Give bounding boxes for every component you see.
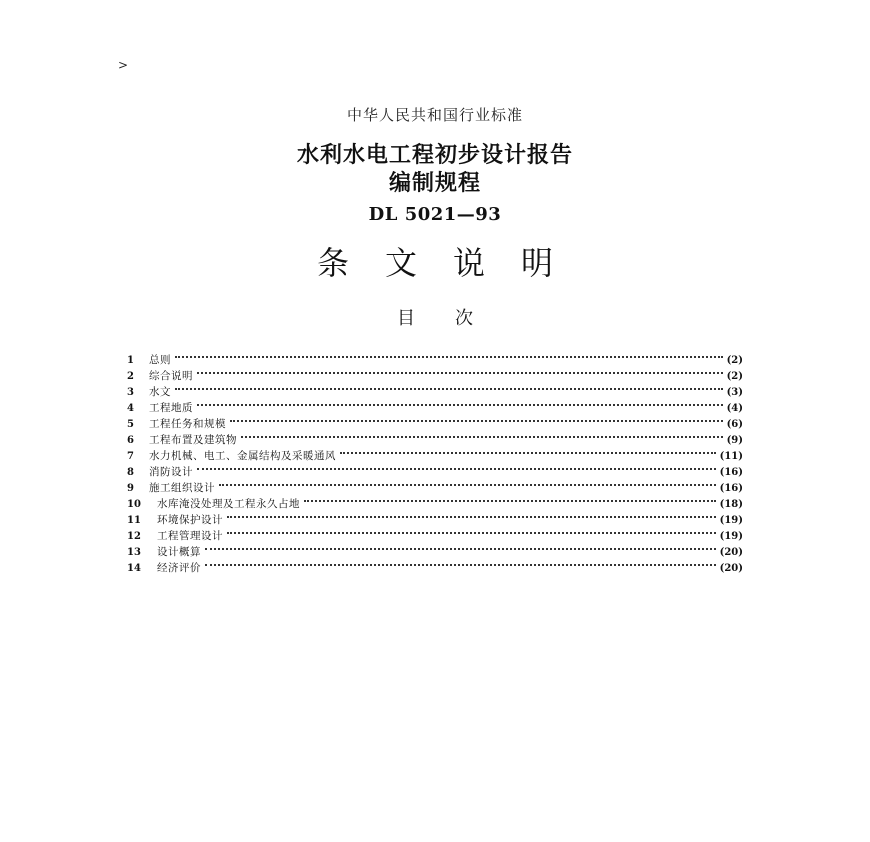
toc-entry[interactable] (127, 459, 743, 478)
toc-entry-title: 水文 (149, 386, 171, 398)
toc-entry-title: 施工组织设计 (149, 482, 215, 494)
toc-entry-title: 水力机械、电工、金属结构及采暖通风 (149, 450, 336, 462)
toc-entry-title: 工程地质 (149, 402, 193, 414)
toc-entry-number: 14 (127, 563, 141, 574)
toc-dot-leader (304, 491, 716, 507)
toc-entry-title: 经济评价 (157, 562, 201, 574)
toc-entry-page: (20) (719, 563, 743, 574)
standard-code: DL 5021—93 (368, 204, 502, 225)
toc-entry[interactable] (127, 491, 743, 510)
toc-entry-page: (18) (719, 499, 743, 510)
toc-entry-page: (6) (726, 419, 743, 430)
toc-dot-leader (227, 523, 716, 539)
toc-entry[interactable] (127, 363, 743, 382)
toc-heading: 目次 (397, 308, 513, 329)
toc-entry-title: 综合说明 (149, 370, 193, 382)
toc-entry-number: 3 (127, 387, 134, 398)
toc-entry[interactable] (127, 539, 743, 558)
toc-dot-leader (175, 379, 723, 395)
toc-dot-leader (219, 475, 716, 491)
toc-entry-page: (2) (726, 355, 743, 366)
toc-entry-title: 设计概算 (157, 546, 201, 558)
issuer-line: 中华人民共和国行业标准 (346, 106, 523, 124)
document-title-line1: 水利水电工程初步设计报告 (296, 143, 573, 168)
toc-entry-page: (16) (719, 467, 743, 478)
toc-dot-leader (205, 539, 716, 555)
toc-entry-number: 11 (127, 515, 141, 526)
toc-entry-number: 9 (127, 483, 134, 494)
document-title-line2: 编制规程 (388, 171, 481, 196)
toc-entry-page: (19) (719, 515, 743, 526)
toc-entry-page: (16) (719, 483, 743, 494)
toc-dot-leader (197, 395, 723, 411)
toc-entry[interactable] (127, 347, 743, 366)
toc-entry[interactable] (127, 411, 743, 430)
toc-entry-number: 10 (127, 499, 141, 510)
toc-entry-number: 5 (127, 419, 134, 430)
toc-entry-page: (4) (726, 403, 743, 414)
toc-entry-number: 8 (127, 467, 134, 478)
corner-mark: > (118, 58, 129, 72)
toc-entry-title: 工程布置及建筑物 (149, 434, 237, 446)
toc-dot-leader (197, 459, 716, 475)
toc-dot-leader (205, 555, 716, 571)
toc-entry-number: 2 (127, 371, 134, 382)
toc-entry-number: 7 (127, 451, 134, 462)
toc-entry-page: (20) (719, 547, 743, 558)
toc-entry-title: 总则 (149, 354, 171, 366)
toc-entry-page: (2) (726, 371, 743, 382)
toc-entry-page: (9) (726, 435, 743, 446)
toc-entry[interactable] (127, 395, 743, 414)
toc-entry[interactable] (127, 475, 743, 494)
toc-entry-page: (3) (726, 387, 743, 398)
toc-entry-page: (11) (719, 451, 743, 462)
toc-entry-number: 12 (127, 531, 141, 542)
toc-entry-number: 6 (127, 435, 134, 446)
toc-entry-page: (19) (719, 531, 743, 542)
toc-entry-title: 水库淹没处理及工程永久占地 (157, 498, 300, 510)
toc-dot-leader (175, 347, 723, 363)
toc-entry-number: 13 (127, 547, 141, 558)
toc-entry[interactable] (127, 555, 743, 574)
section-heading: 条文说明 (316, 244, 589, 282)
toc-entry-title: 工程管理设计 (157, 530, 223, 542)
toc-entry-title: 消防设计 (149, 466, 193, 478)
toc-entry-title: 环境保护设计 (157, 514, 223, 526)
toc-dot-leader (227, 507, 716, 523)
toc-entry-number: 1 (127, 355, 134, 366)
toc-dot-leader (340, 443, 716, 459)
toc-dot-leader (241, 427, 723, 443)
toc-dot-leader (230, 411, 723, 427)
toc-entry-title: 工程任务和规模 (149, 418, 226, 430)
toc-entry-number: 4 (127, 403, 134, 414)
toc-entry[interactable] (127, 379, 743, 398)
table-of-contents (127, 347, 743, 574)
toc-dot-leader (197, 363, 723, 379)
